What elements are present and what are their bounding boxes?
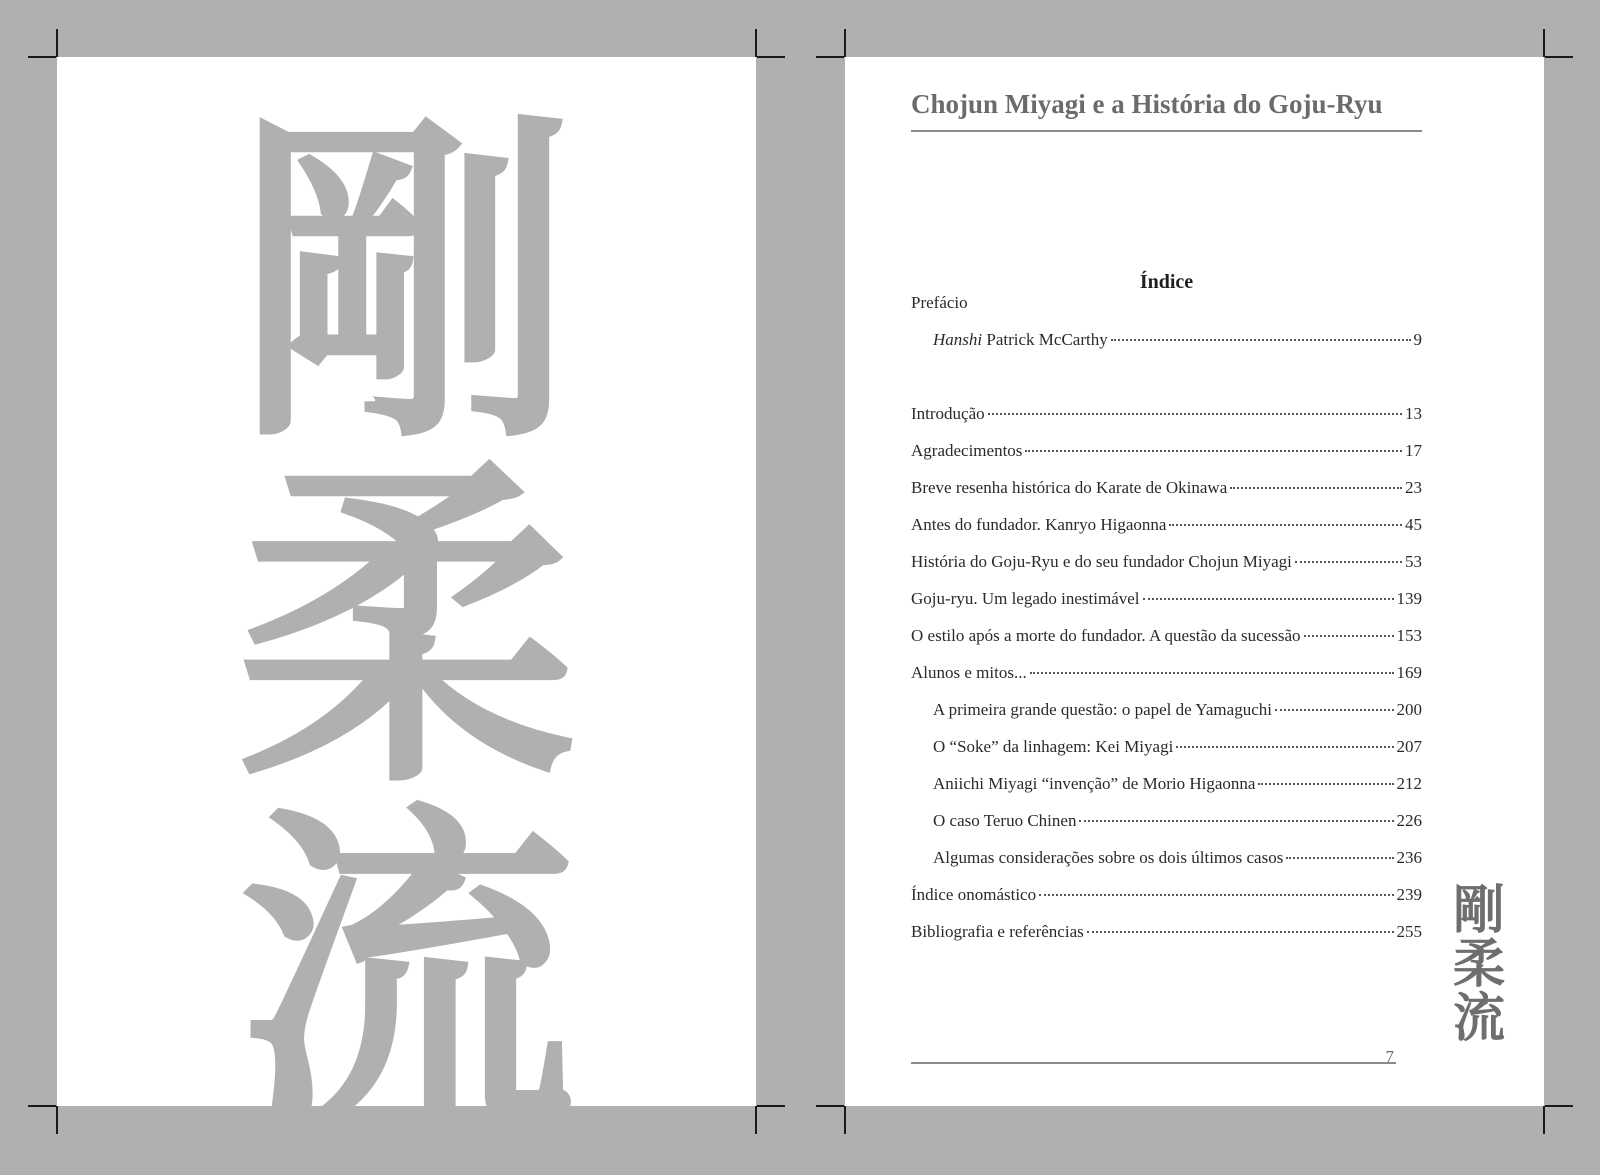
crop-mark xyxy=(816,56,844,58)
goju-ryu-calligraphy xyxy=(57,86,756,1175)
toc-entry[interactable] xyxy=(911,921,1422,943)
crop-mark xyxy=(844,1106,846,1134)
toc-heading: Índice xyxy=(1139,271,1194,293)
crop-mark xyxy=(1545,1105,1573,1107)
toc-entry[interactable] xyxy=(911,773,1422,795)
dot-leader xyxy=(1143,598,1394,600)
toc-entry-title: Prefácio xyxy=(911,293,968,312)
toc-entry-title: O “Soke” da linhagem: Kei Miyagi xyxy=(933,737,1174,756)
kanji-ju: 柔 xyxy=(1452,934,1505,995)
dot-leader xyxy=(1286,857,1393,859)
toc-entry-page: 9 xyxy=(1413,330,1422,349)
crop-mark xyxy=(757,56,785,58)
toc-entry-title: A primeira grande questão: o papel de Yamaguchi xyxy=(933,700,1272,719)
dot-leader xyxy=(1087,931,1394,933)
toc-entry[interactable] xyxy=(911,514,1422,536)
kanji-go: 剛 xyxy=(236,86,577,485)
dot-leader xyxy=(1111,339,1411,341)
crop-mark xyxy=(28,1105,56,1107)
toc-entry[interactable] xyxy=(911,440,1422,462)
kanji-ryu: 流 xyxy=(1452,988,1505,1049)
toc-entry-page: 212 xyxy=(1396,774,1422,793)
toc-entry[interactable] xyxy=(911,847,1422,869)
toc-entry-title: Goju-ryu. Um legado inestimável xyxy=(911,589,1140,608)
running-title: Chojun Miyagi e a História do Goju-Ryu xyxy=(911,89,1422,132)
page-number: 7 xyxy=(1385,1047,1394,1066)
crop-mark xyxy=(28,56,56,58)
toc-entry-page: 53 xyxy=(1405,552,1422,571)
toc-entry-title: Bibliografia e referências xyxy=(911,922,1084,941)
kanji-go: 剛 xyxy=(1452,880,1505,941)
goju-ryu-emblem xyxy=(1414,880,1544,1049)
left-page xyxy=(57,57,756,1175)
toc-entry-page: 207 xyxy=(1396,737,1422,756)
toc-entry[interactable] xyxy=(911,884,1422,906)
toc-entry-title: Alunos e mitos... xyxy=(911,663,1027,682)
dot-leader xyxy=(1304,635,1394,637)
toc-entry[interactable] xyxy=(911,329,1422,351)
toc-entry-title: Agradecimentos xyxy=(911,441,1023,460)
toc-entry[interactable] xyxy=(911,625,1422,647)
toc-entry-title: História do Goju-Ryu e do seu fundador Chojun Miyagi xyxy=(911,552,1292,571)
toc-entry[interactable] xyxy=(911,403,1422,425)
toc-entry[interactable] xyxy=(911,477,1422,499)
right-page xyxy=(845,57,1544,1106)
toc-entry-page: 226 xyxy=(1396,811,1422,830)
kanji-ryu: 流 xyxy=(236,776,577,1175)
toc-entry-title: Índice onomástico xyxy=(911,885,1037,904)
toc-entry-page: 200 xyxy=(1396,700,1422,719)
footer-rule xyxy=(911,1062,1396,1064)
toc-entry[interactable] xyxy=(911,736,1422,758)
dot-leader xyxy=(1176,746,1393,748)
toc-entry-title: Introdução xyxy=(911,404,985,423)
toc-entry-title: Aniichi Miyagi “invenção” de Morio Higaonna xyxy=(933,774,1256,793)
toc-entry-title: Breve resenha histórica do Karate de Okinawa xyxy=(911,478,1228,497)
crop-mark xyxy=(1543,29,1545,57)
crop-mark xyxy=(755,29,757,57)
crop-mark xyxy=(844,29,846,57)
toc-entry-page: 139 xyxy=(1396,589,1422,608)
toc-entry-page: 23 xyxy=(1405,478,1422,497)
dot-leader xyxy=(1079,820,1393,822)
dot-leader xyxy=(1258,783,1393,785)
crop-mark xyxy=(56,29,58,57)
toc-entry[interactable] xyxy=(911,662,1422,684)
kanji-ju: 柔 xyxy=(236,431,577,830)
toc-entry[interactable] xyxy=(911,810,1422,832)
toc-entry-title: Antes do fundador. Kanryo Higaonna xyxy=(911,515,1167,534)
toc-entry-page: 255 xyxy=(1396,922,1422,941)
dot-leader xyxy=(1030,672,1394,674)
toc-entry-title: Algumas considerações sobre os dois últimos casos xyxy=(933,848,1284,867)
dot-leader xyxy=(1275,709,1394,711)
dot-leader xyxy=(1169,524,1402,526)
toc-entry-page: 17 xyxy=(1405,441,1422,460)
toc-entry[interactable] xyxy=(911,588,1422,610)
toc-entry[interactable] xyxy=(911,551,1422,573)
toc-entry-title: O caso Teruo Chinen xyxy=(933,811,1077,830)
crop-mark xyxy=(1545,56,1573,58)
dot-leader xyxy=(1230,487,1402,489)
toc-entry-page: 239 xyxy=(1396,885,1422,904)
toc-entry-page: 236 xyxy=(1396,848,1422,867)
toc-entry-page: 13 xyxy=(1405,404,1422,423)
crop-mark xyxy=(757,1105,785,1107)
dot-leader xyxy=(1039,894,1393,896)
crop-mark xyxy=(816,1105,844,1107)
toc-entry-italic: Hanshi xyxy=(933,330,983,349)
toc-entry-text: Patrick McCarthy xyxy=(982,330,1108,349)
toc-entry-title: O estilo após a morte do fundador. A questão da sucessão xyxy=(911,626,1301,645)
dot-leader xyxy=(988,413,1402,415)
dot-leader xyxy=(1025,450,1402,452)
toc-entry-page: 45 xyxy=(1405,515,1422,534)
toc-entry-page: 169 xyxy=(1396,663,1422,682)
toc-entry-page: 153 xyxy=(1396,626,1422,645)
toc-entry-title xyxy=(933,329,1108,351)
dot-leader xyxy=(1295,561,1402,563)
toc-section-heading xyxy=(911,292,1422,314)
toc-entry[interactable] xyxy=(911,699,1422,721)
crop-mark xyxy=(1543,1106,1545,1134)
